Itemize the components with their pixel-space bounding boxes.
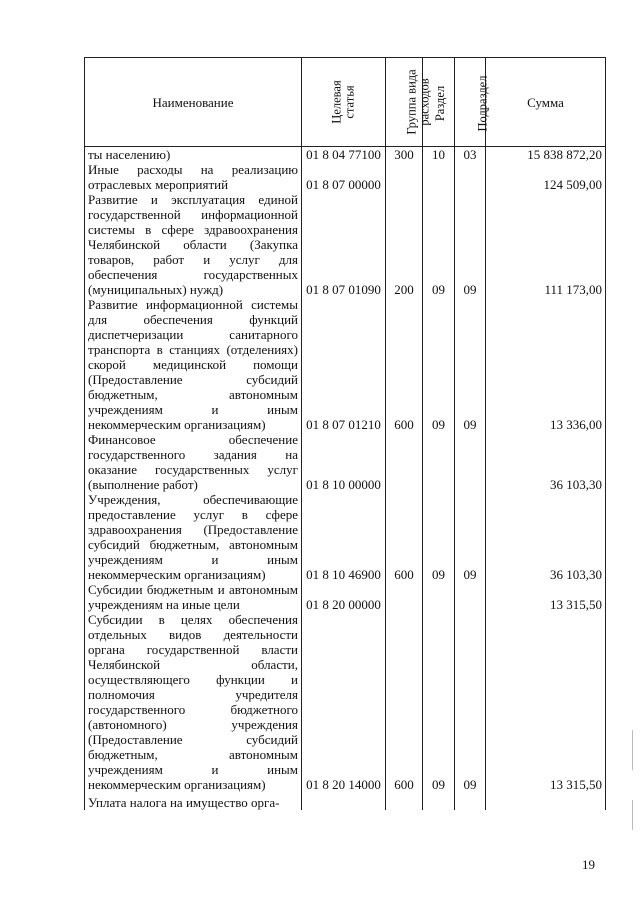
header-target-article: Целевая статья (302, 58, 386, 147)
row-expense-group (386, 792, 423, 810)
row-expense-group (386, 162, 423, 192)
row-expense-group: 200 (386, 192, 423, 297)
row-section: 09 (423, 612, 455, 792)
table-header-row (85, 58, 606, 147)
row-section (423, 582, 455, 612)
budget-table (84, 57, 606, 810)
row-subsection: 09 (455, 192, 486, 297)
table-body (85, 147, 606, 811)
row-subsection: 03 (455, 147, 486, 163)
row-target-article (302, 792, 386, 810)
row-section: 09 (423, 297, 455, 432)
row-subsection (455, 792, 486, 810)
table-row (85, 492, 606, 582)
row-section (423, 432, 455, 492)
row-subsection (455, 582, 486, 612)
row-name: ты населению) (85, 147, 302, 163)
table-row (85, 612, 606, 792)
header-subsection: Подраздел (455, 58, 486, 147)
row-sum: 13 336,00 (486, 297, 606, 432)
row-name: Субсидии бюджетным и автономным учреждениям на иные цели (85, 582, 302, 612)
row-target-article: 01 8 07 00000 (302, 162, 386, 192)
row-name: Учреждения, обеспечивающие предоставление услуг в сфере здравоохранения (Предоставление субсидий бюджетным, автономным учреждениям и иным некоммерческим организациям) (85, 492, 302, 582)
row-sum: 15 838 872,20 (486, 147, 606, 163)
header-section: Раздел (423, 58, 455, 147)
row-name: Финансовое обеспечение государственного задания на оказание государственных услуг (выполнение работ) (85, 432, 302, 492)
row-section: 10 (423, 147, 455, 163)
table-row (85, 792, 606, 810)
row-name: Уплата налога на имущество орга- (85, 792, 302, 810)
row-name: Субсидии в целях обеспечения отдельных видов деятельности органа государственной власти Челябинской области, осуществляющего функции и полномочия учредителя государственного бюджетного (автономного) учреждения (Предоставление субсидий бюджетным, автономным учреждениям и иным некоммерческим организациям) (85, 612, 302, 792)
row-section (423, 792, 455, 810)
row-expense-group (386, 432, 423, 492)
row-subsection (455, 432, 486, 492)
header-sum: Сумма (486, 58, 606, 147)
row-target-article: 01 8 20 00000 (302, 582, 386, 612)
row-sum: 13 315,50 (486, 612, 606, 792)
row-sum: 13 315,50 (486, 582, 606, 612)
page-number: 19 (582, 857, 595, 872)
row-subsection: 09 (455, 492, 486, 582)
row-section: 09 (423, 192, 455, 297)
row-section: 09 (423, 492, 455, 582)
row-target-article: 01 8 10 46900 (302, 492, 386, 582)
row-expense-group: 600 (386, 297, 423, 432)
header-expense-group: Группа вида расходов (386, 58, 423, 147)
header-name: Наименование (85, 58, 302, 147)
row-section (423, 162, 455, 192)
row-target-article: 01 8 04 77100 (302, 147, 386, 163)
row-expense-group: 300 (386, 147, 423, 163)
row-sum: 124 509,00 (486, 162, 606, 192)
table-row (85, 297, 606, 432)
row-name: Иные расходы на реализацию отраслевых мероприятий (85, 162, 302, 192)
row-expense-group: 600 (386, 492, 423, 582)
row-subsection (455, 162, 486, 192)
scan-mark (632, 800, 633, 830)
table-row (85, 162, 606, 192)
row-target-article: 01 8 20 14000 (302, 612, 386, 792)
row-target-article: 01 8 10 00000 (302, 432, 386, 492)
row-name: Развитие информационной системы для обеспечения функций диспетчеризации санитарного транспорта в станциях (отделениях) скорой медицинской помощи (Предоставление субсидий бюджетным, автономным учреждениям и иным некоммерческим организациям) (85, 297, 302, 432)
row-expense-group (386, 582, 423, 612)
row-target-article: 01 8 07 01090 (302, 192, 386, 297)
row-name: Развитие и эксплуатация единой государственной информационной системы в сфере здравоохранения Челябинской области (Закупка товаров, работ и услуг для обеспечения государственных (муниципальных) нужд) (85, 192, 302, 297)
row-target-article: 01 8 07 01210 (302, 297, 386, 432)
scan-mark (632, 730, 633, 770)
row-sum (486, 792, 606, 810)
row-subsection: 09 (455, 297, 486, 432)
table-row (85, 192, 606, 297)
row-sum: 111 173,00 (486, 192, 606, 297)
table-row (85, 432, 606, 492)
row-sum: 36 103,30 (486, 432, 606, 492)
table-row (85, 582, 606, 612)
row-sum: 36 103,30 (486, 492, 606, 582)
row-subsection: 09 (455, 612, 486, 792)
row-expense-group: 600 (386, 612, 423, 792)
table-row (85, 147, 606, 163)
